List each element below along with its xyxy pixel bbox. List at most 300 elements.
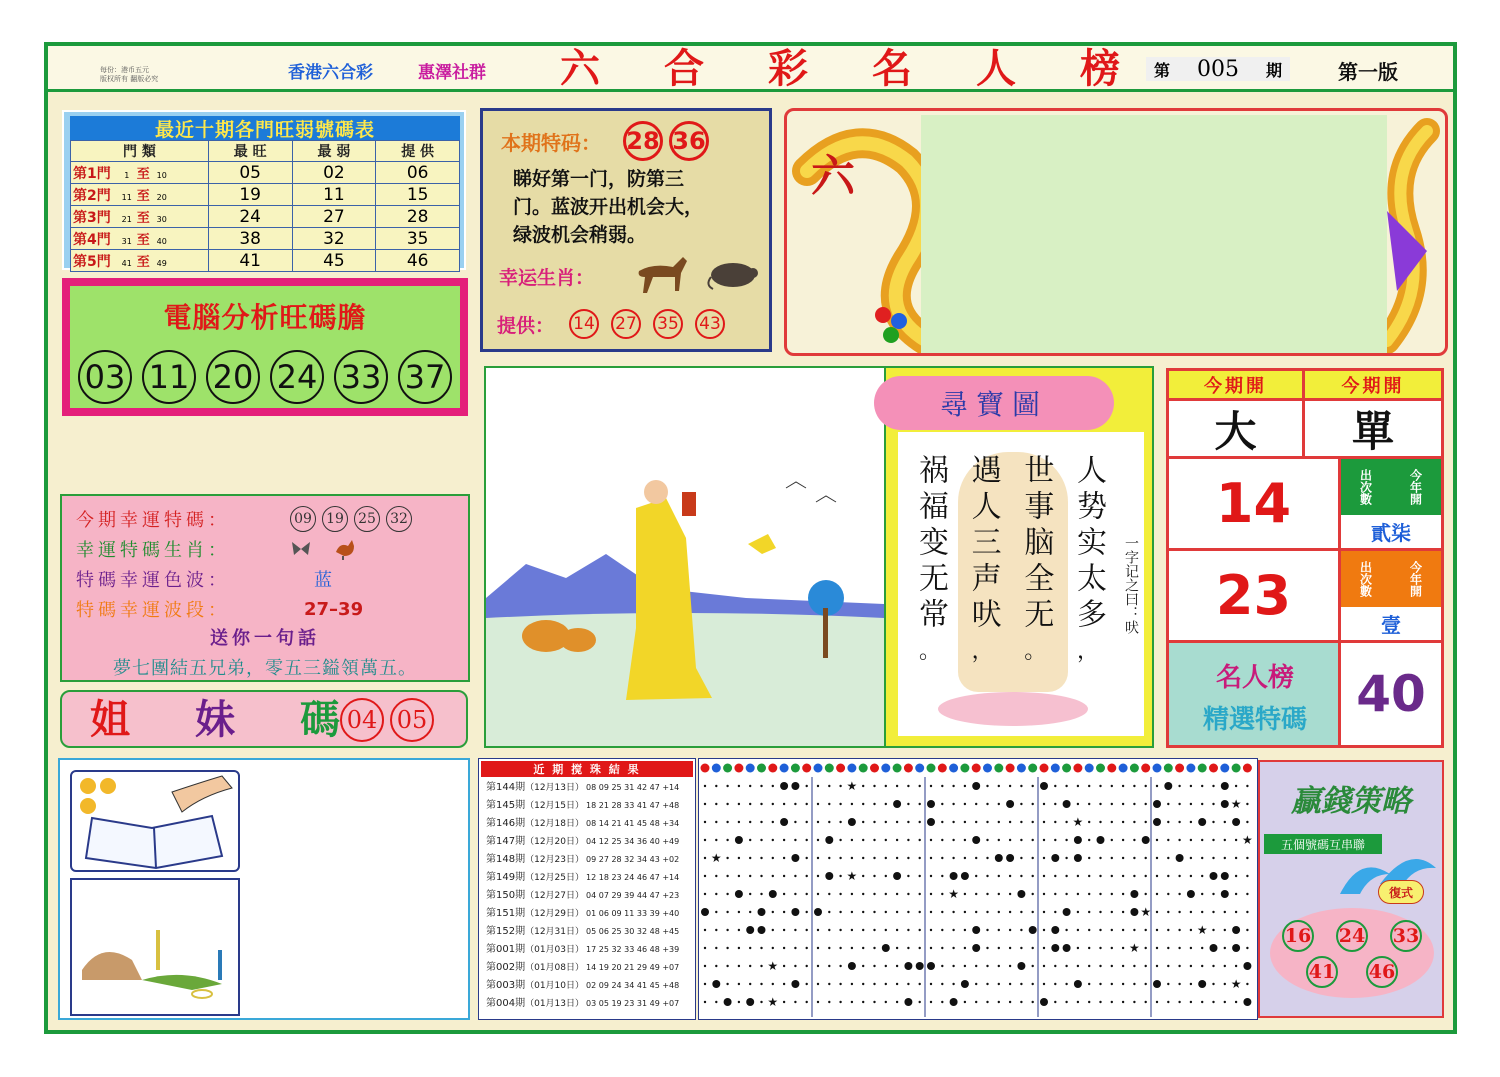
empty-dot-mark [715,785,717,787]
gate-from: 21 [121,214,132,224]
empty-dot-mark [760,983,762,985]
empty-dot-mark [1246,983,1248,985]
empty-dot-mark [1178,947,1180,949]
header-ball-icon [1028,764,1037,773]
strong-weak-row [71,206,460,228]
drawn-dot-mark [950,998,958,1006]
empty-dot-mark [1099,911,1101,913]
special-star-mark: ★ [1196,923,1208,937]
header-ball-icon [1141,764,1150,773]
empty-dot-mark [828,983,830,985]
empty-dot-mark [1043,983,1045,985]
history-row [486,796,679,813]
empty-dot-mark [772,821,774,823]
empty-dot-mark [760,857,762,859]
gate-from: 31 [121,236,132,246]
empty-dot-mark [1201,857,1203,859]
empty-dot-mark [817,929,819,931]
history-issue: 第004期 [486,998,526,1009]
header-ball-icon [791,764,800,773]
header-ball-icon [802,764,811,773]
treasure-panel [884,366,1154,748]
empty-dot-mark [772,857,774,859]
empty-dot-mark [941,965,943,967]
header-ball-icon [938,764,947,773]
empty-dot-mark [794,947,796,949]
header-ball-icon [893,764,902,773]
empty-dot-mark [738,803,740,805]
empty-dot-mark [1111,983,1113,985]
header-ball-icon [712,764,721,773]
empty-dot-mark [919,803,921,805]
empty-dot-mark [772,803,774,805]
empty-dot-mark [760,893,762,895]
header-ball-icon [1006,764,1015,773]
empty-dot-mark [907,857,909,859]
empty-dot-mark [1088,893,1090,895]
empty-dot-mark [1099,893,1101,895]
empty-dot-mark [1065,1001,1067,1003]
empty-dot-mark [783,947,785,949]
sister-label [90,696,340,744]
strong-value: 05 [208,162,292,184]
lucky-wave-color: 蓝 [314,570,332,591]
empty-dot-mark [1235,785,1237,787]
drawn-dot-mark [927,800,935,808]
empty-dot-mark [1212,911,1214,913]
empty-dot-mark [907,947,909,949]
horse-icon [633,251,691,299]
empty-dot-mark [1099,803,1101,805]
special-star-mark: ★ [1230,797,1242,811]
empty-dot-mark [998,965,1000,967]
empty-dot-mark [1212,803,1214,805]
drawn-dot-mark [1187,890,1195,898]
empty-dot-mark [919,821,921,823]
empty-dot-mark [896,983,898,985]
butterfly-icon [290,541,312,557]
history-date: （12月31日） [525,927,584,937]
empty-dot-mark [1201,803,1203,805]
drawn-dot-mark [1017,890,1025,898]
empty-dot-mark [941,911,943,913]
sister-panel [60,690,468,748]
empty-dot-mark [907,839,909,841]
drawn-dot-mark [1051,944,1059,952]
empty-dot-mark [772,929,774,931]
empty-dot-mark [885,965,887,967]
empty-dot-mark [952,947,954,949]
header-ball-icon [746,764,755,773]
header-ball-icon [1209,764,1218,773]
gate-to: 10 [156,170,167,180]
history-date: （01月03日） [525,945,584,955]
special-star-mark: ★ [1242,833,1253,847]
drawn-dot-mark [746,998,754,1006]
drawn-dot-mark [1142,836,1150,844]
empty-dot-mark [1020,947,1022,949]
famous-box [1169,643,1341,745]
empty-dot-mark [1212,929,1214,931]
strong-weak-row [71,228,460,250]
history-issue: 第151期 [486,908,526,919]
empty-dot-mark [1167,965,1169,967]
drawn-dot-mark [791,782,799,790]
empty-dot-mark [1077,875,1079,877]
illustration-panel [484,366,886,748]
issue-suffix: 期 [1265,60,1282,80]
header-ball-icon [780,764,789,773]
empty-dot-mark [794,821,796,823]
empty-dot-mark [760,839,762,841]
strong-weak-row [71,184,460,206]
empty-dot-mark [704,1001,706,1003]
empty-dot-mark [1167,983,1169,985]
gate-to: 49 [156,258,167,268]
empty-dot-mark [1088,803,1090,805]
empty-dot-mark [1065,821,1067,823]
drawn-dot-mark [746,926,754,934]
empty-dot-mark [1133,839,1135,841]
special-star-mark: ★ [767,959,779,973]
drawn-dot-mark [1243,998,1251,1006]
empty-dot-mark [986,857,988,859]
computer-inner [70,286,460,408]
empty-dot-mark [1043,839,1045,841]
history-numbers: 03 05 19 23 31 49 +07 [586,999,680,1008]
title-char: 名 [872,46,912,92]
empty-dot-mark [828,1001,830,1003]
gate-to-word: 至 [136,188,150,204]
sister-number: 05 [390,698,434,742]
gate-label: 第1門 [73,165,111,182]
empty-dot-mark [1178,893,1180,895]
empty-dot-mark [1020,911,1022,913]
scholar-illustration-icon [486,368,884,746]
empty-dot-mark [896,929,898,931]
history-row [486,976,679,993]
drawn-dot-mark [916,962,924,970]
drawn-dot-mark [791,980,799,988]
empty-dot-mark [1054,1001,1056,1003]
header-ball-icon [915,764,924,773]
strong-weak-title: 最近十期各門旺弱號碼表 [154,118,375,141]
empty-dot-mark [1111,893,1113,895]
drawn-dot-mark [825,836,833,844]
empty-dot-mark [1224,983,1226,985]
empty-dot-mark [862,785,864,787]
strong-weak-table [70,140,460,272]
empty-dot-mark [772,983,774,985]
header-ball-icon [1130,764,1139,773]
empty-dot-mark [806,839,808,841]
strategy-numbers-bottom [1306,956,1398,988]
main-title [560,48,1120,90]
history-issue: 第148期 [486,854,526,865]
empty-dot-mark [1077,965,1079,967]
empty-dot-mark [1190,1001,1192,1003]
title-char: 人 [976,46,1016,92]
empty-dot-mark [1099,821,1101,823]
empty-dot-mark [1156,857,1158,859]
empty-dot-mark [1043,947,1045,949]
empty-dot-mark [1099,983,1101,985]
empty-dot-mark [1043,857,1045,859]
empty-dot-mark [941,785,943,787]
header-ball-icon [768,764,777,773]
drawn-dot-mark [995,854,1003,862]
empty-dot-mark [930,983,932,985]
drawn-dot-mark [701,908,709,916]
zodiac-label: 幸运生肖： [499,267,595,289]
empty-dot-mark [862,965,864,967]
lucky-zodiac-icons [290,538,358,560]
empty-dot-mark [896,785,898,787]
empty-dot-mark [964,821,966,823]
empty-dot-mark [1032,1001,1034,1003]
empty-dot-mark [1088,875,1090,877]
header-ball-icon [904,764,913,773]
empty-dot-mark [1201,839,1203,841]
empty-dot-mark [873,857,875,859]
gate-to-word: 至 [136,254,150,270]
drawn-dot-mark [961,872,969,880]
special-star-mark: ★ [767,995,779,1009]
empty-dot-mark [817,965,819,967]
empty-dot-mark [704,929,706,931]
empty-dot-mark [986,911,988,913]
empty-dot-mark [964,947,966,949]
empty-dot-mark [1212,1001,1214,1003]
brand-name: 香港六合彩 [288,63,373,83]
empty-dot-mark [715,875,717,877]
empty-dot-mark [738,1001,740,1003]
empty-dot-mark [873,983,875,985]
strong-value: 24 [208,206,292,228]
empty-dot-mark [828,911,830,913]
gate-from: 1 [124,170,130,180]
empty-dot-mark [919,857,921,859]
empty-dot-mark [1145,821,1147,823]
empty-dot-mark [726,821,728,823]
history-date: （01月10日） [525,981,584,991]
empty-dot-mark [715,893,717,895]
empty-dot-mark [1054,983,1056,985]
empty-dot-mark [975,1001,977,1003]
empty-dot-mark [1178,911,1180,913]
empty-dot-mark [1156,965,1158,967]
empty-dot-mark [1156,947,1158,949]
special-numbers [623,121,709,161]
empty-dot-mark [1077,1001,1079,1003]
empty-dot-mark [1122,911,1124,913]
lucky-row [76,564,466,594]
empty-dot-mark [986,965,988,967]
empty-dot-mark [1156,875,1158,877]
dot-grid-panel [698,758,1258,1020]
drawn-dot-mark [1063,944,1071,952]
rooster-icon [332,538,358,560]
gate-to-word: 至 [136,166,150,182]
empty-dot-mark [941,893,943,895]
history-numbers: 08 09 25 31 42 47 +14 [586,783,680,792]
poem-punct: ， [971,639,994,664]
empty-dot-mark [726,947,728,949]
empty-dot-mark [998,893,1000,895]
drawn-dot-mark [1153,800,1161,808]
empty-dot-mark [896,965,898,967]
drawn-dot-mark [1210,872,1218,880]
drawn-dot-mark [893,800,901,808]
history-numbers: 09 27 28 32 34 43 +02 [586,855,680,864]
strategy-number: 24 [1336,920,1368,952]
count-1-side: 今年開 [1408,469,1423,505]
empty-dot-mark [975,893,977,895]
empty-dot-mark [772,785,774,787]
history-issue: 第002期 [486,962,526,973]
provide-number: 43 [695,309,725,339]
drawn-dot-mark [927,962,935,970]
drawn-dot-mark [1074,980,1082,988]
header-ball-icon [1232,764,1241,773]
empty-dot-mark [749,875,751,877]
col-header-gate: 門 類 [71,141,209,162]
empty-dot-mark [1099,875,1101,877]
empty-dot-mark [1133,803,1135,805]
empty-dot-mark [1077,803,1079,805]
strategy-subtitle: 五個號碼互串聯 [1264,834,1382,854]
header-ball-icon [814,764,823,773]
count-2-label-box [1341,551,1441,607]
empty-dot-mark [1156,893,1158,895]
weak-value: 45 [292,250,376,272]
drawn-dot-mark [904,962,912,970]
dot-grid-chart [699,777,1259,1017]
empty-dot-mark [1043,965,1045,967]
empty-dot-mark [726,839,728,841]
empty-dot-mark [806,1001,808,1003]
empty-dot-mark [1032,785,1034,787]
gate-label: 第3門 [73,209,111,226]
empty-dot-mark [1111,857,1113,859]
count-1-label-box [1341,459,1441,515]
lucky-row [76,534,466,564]
empty-dot-mark [941,929,943,931]
empty-dot-mark [986,803,988,805]
empty-dot-mark [1020,875,1022,877]
empty-dot-mark [1122,983,1124,985]
empty-dot-mark [1190,821,1192,823]
poem-column [967,454,999,724]
history-row [486,940,679,957]
empty-dot-mark [1201,965,1203,967]
empty-dot-mark [998,947,1000,949]
empty-dot-mark [1145,803,1147,805]
strong-value: 38 [208,228,292,250]
issue-prefix: 第 [1154,60,1171,80]
empty-dot-mark [873,821,875,823]
empty-dot-mark [1145,947,1147,949]
strong-weak-title-bar [70,116,460,140]
blank-ad-area [921,115,1387,355]
header-ball-icon [734,764,743,773]
empty-dot-mark [1099,947,1101,949]
empty-dot-mark [1145,929,1147,931]
empty-dot-mark [952,785,954,787]
empty-dot-mark [738,911,740,913]
empty-dot-mark [1178,839,1180,841]
header-ball-icon [994,764,1003,773]
drawn-dot-mark [1063,908,1071,916]
empty-dot-mark [1190,965,1192,967]
empty-dot-mark [806,911,808,913]
empty-dot-mark [952,929,954,931]
empty-dot-mark [1111,929,1113,931]
empty-dot-mark [1043,821,1045,823]
empty-dot-mark [760,875,762,877]
empty-dot-mark [1190,929,1192,931]
empty-dot-mark [839,1001,841,1003]
empty-dot-mark [794,965,796,967]
empty-dot-mark [873,1001,875,1003]
title-char: 榜 [1080,46,1120,92]
empty-dot-mark [851,983,853,985]
empty-dot-mark [862,839,864,841]
empty-dot-mark [738,875,740,877]
computer-number: 37 [398,350,452,404]
empty-dot-mark [1077,911,1079,913]
empty-dot-mark [1054,785,1056,787]
empty-dot-mark [1178,821,1180,823]
empty-dot-mark [1065,929,1067,931]
treasure-title-scroll [874,376,1114,430]
empty-dot-mark [1167,911,1169,913]
empty-dot-mark [1167,803,1169,805]
special-number: 36 [669,121,709,161]
empty-dot-mark [1111,839,1113,841]
empty-dot-mark [1167,821,1169,823]
empty-dot-mark [828,857,830,859]
empty-dot-mark [1077,947,1079,949]
empty-dot-mark [851,857,853,859]
empty-dot-mark [1212,839,1214,841]
drawn-dot-mark [1051,926,1059,934]
empty-dot-mark [1235,839,1237,841]
empty-dot-mark [862,803,864,805]
empty-dot-mark [1156,839,1158,841]
empty-dot-mark [885,983,887,985]
empty-dot-mark [998,839,1000,841]
empty-dot-mark [1190,983,1192,985]
empty-dot-mark [952,839,954,841]
header-ball-icon [723,764,732,773]
empty-dot-mark [1043,929,1045,931]
gate-label: 第5門 [73,253,111,270]
empty-dot-mark [896,911,898,913]
drawn-dot-mark [972,782,980,790]
drawn-dot-mark [972,836,980,844]
crocodile-icon [72,880,238,1014]
header-ball-icon [881,764,890,773]
empty-dot-mark [1122,947,1124,949]
history-row [486,868,679,885]
lucky-rows [76,504,466,624]
drawn-dot-mark [848,818,856,826]
empty-dot-mark [1133,965,1135,967]
history-row [486,922,679,939]
strategy-oval [1270,908,1434,998]
empty-dot-mark [794,893,796,895]
